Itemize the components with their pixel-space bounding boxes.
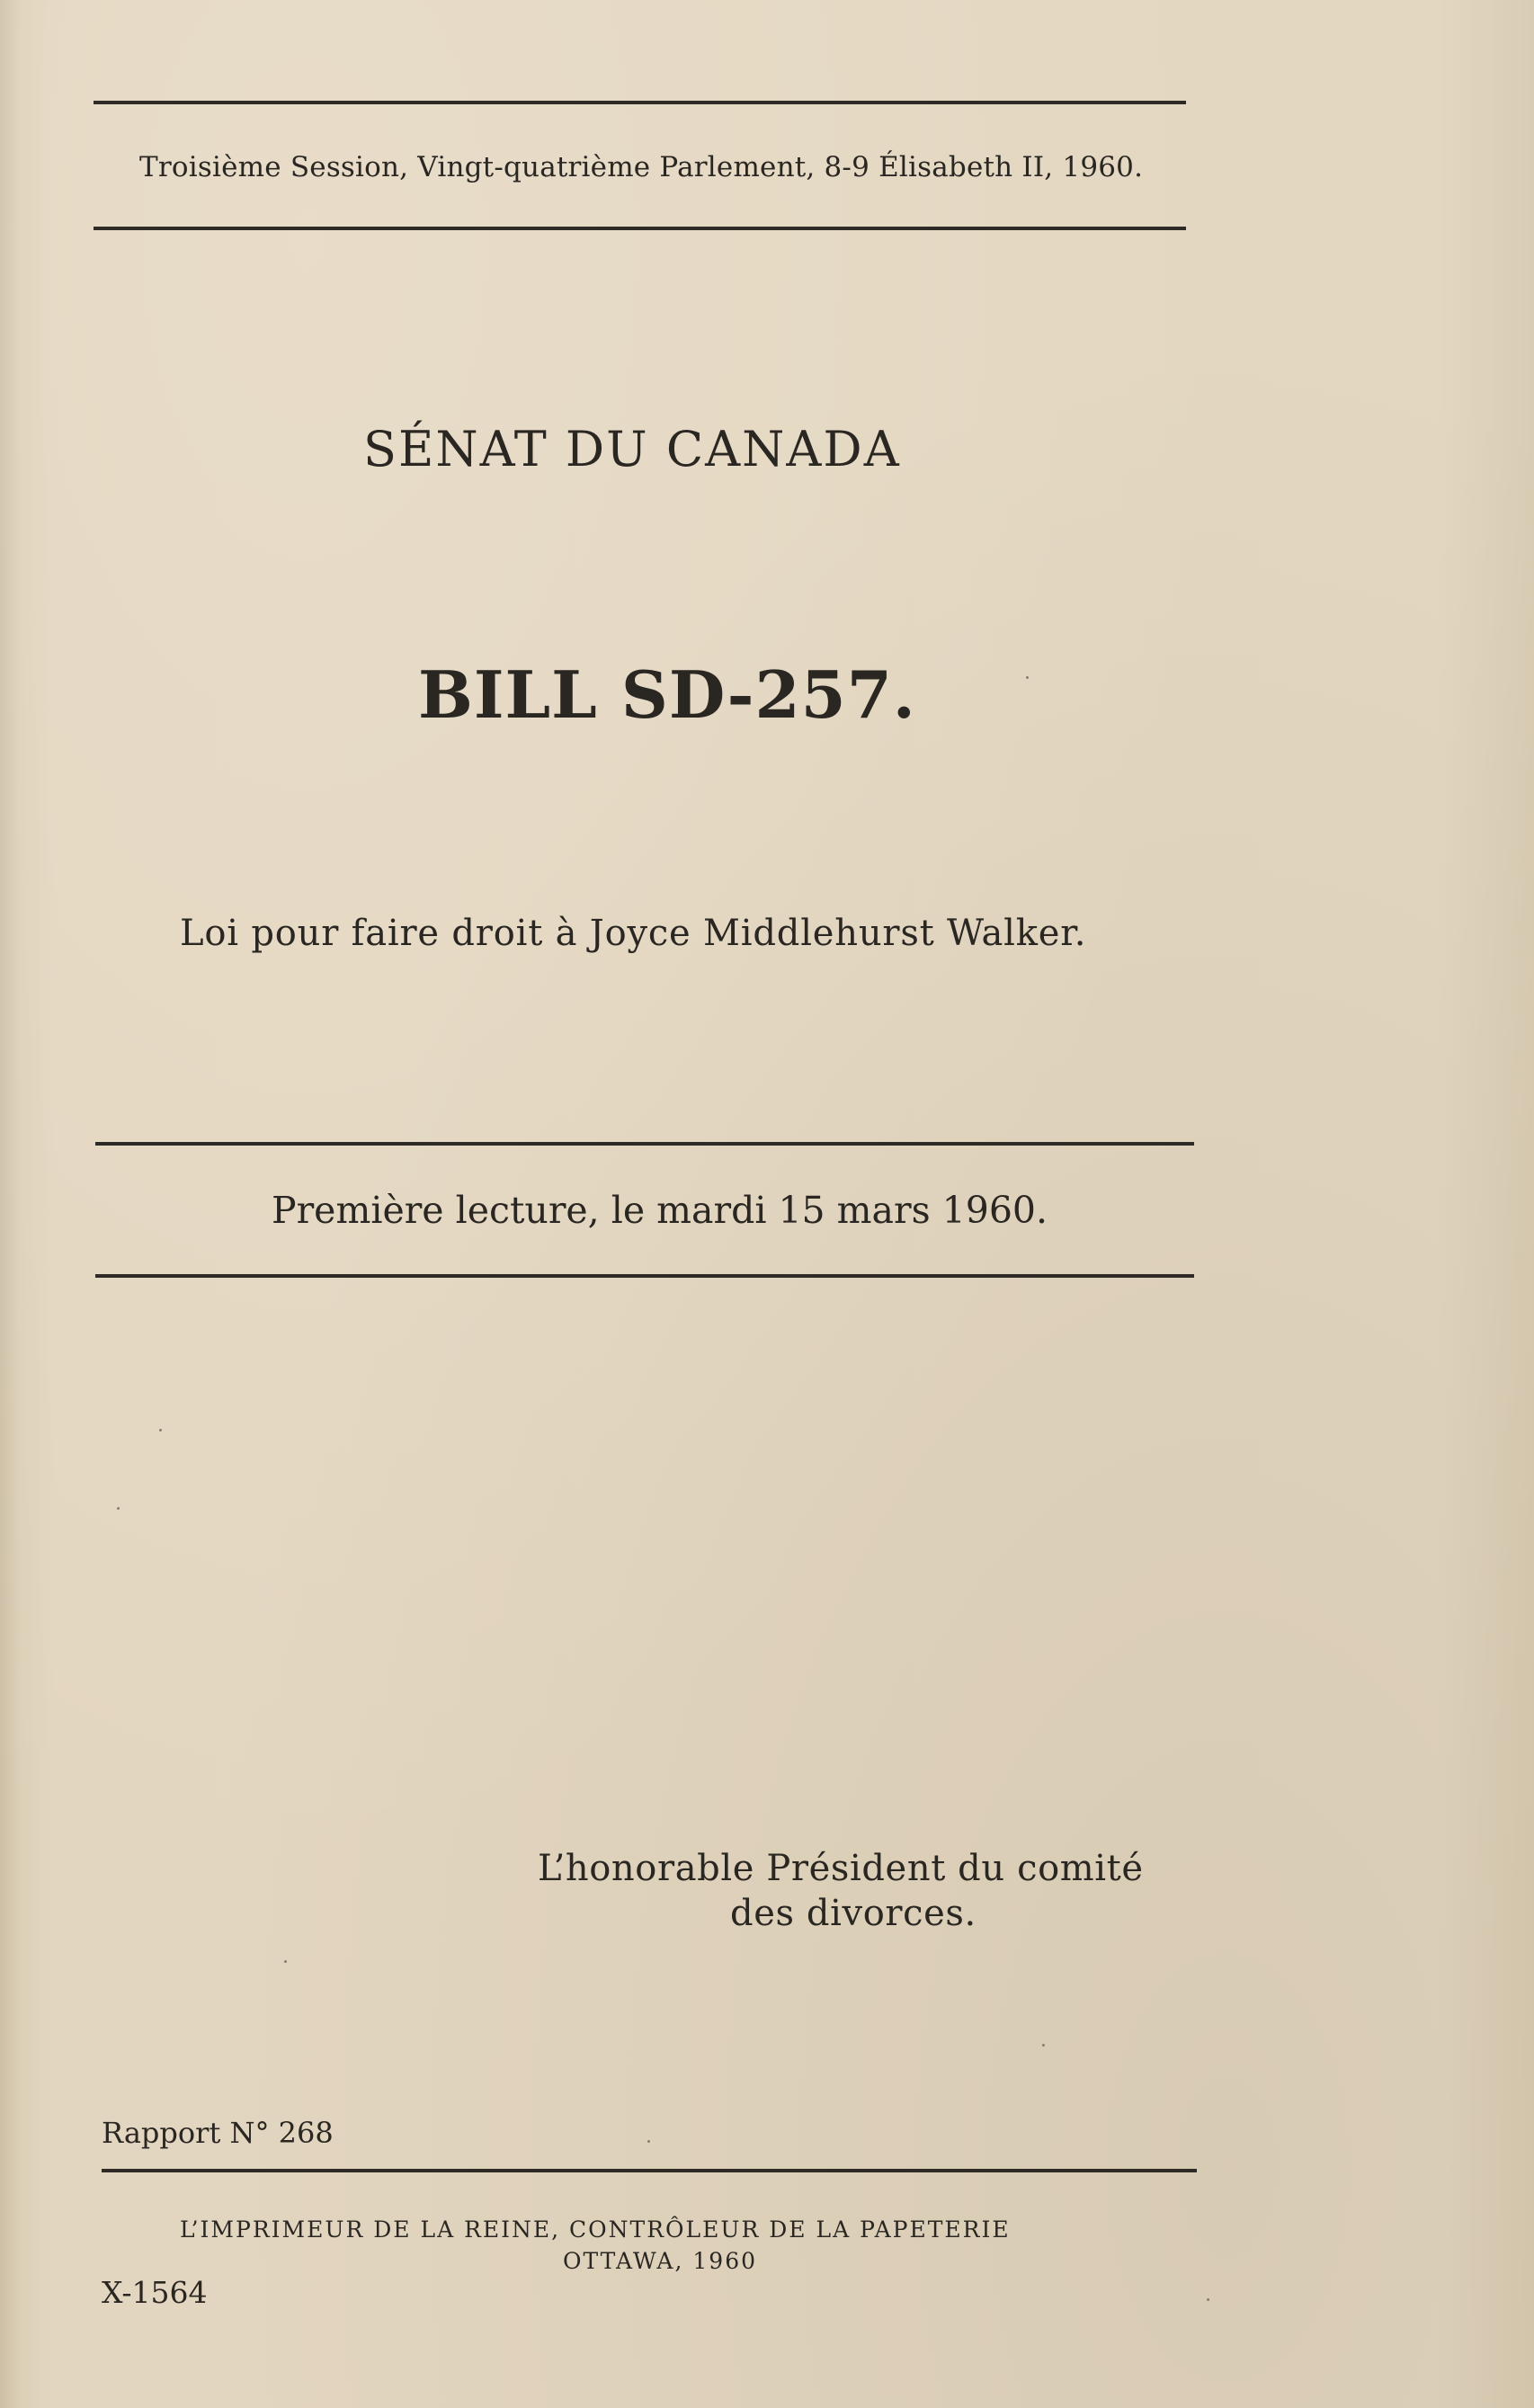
paper-speck [159,1429,162,1431]
paper-speck [284,1960,287,1963]
printer-location: OTTAWA, 1960 [563,2248,758,2274]
reading-rule-upper [95,1142,1194,1146]
paper-speck [117,1507,120,1510]
bill-subject: Loi pour faire droit à Joyce Middlehurst Walker. [180,913,1087,954]
paper-speck [1207,2298,1209,2301]
footer-rule [102,2169,1197,2172]
sponsor-line-1: L’honorable Président du comité [538,1848,1144,1889]
printer-imprint: L’IMPRIMEUR DE LA REINE, CONTRÔLEUR DE LA PAPETERIE [180,2216,1011,2243]
report-number: Rapport N° 268 [102,2116,334,2150]
senate-title: SÉNAT DU CANADA [363,421,901,477]
paper-speck [647,2140,650,2143]
reading-rule-lower [95,1274,1194,1278]
top-rule-upper [94,101,1186,104]
paper-speck [1026,676,1029,679]
paper-speck [1042,2044,1045,2047]
document-code: X-1564 [102,2275,208,2310]
session-header: Troisième Session, Vingt-quatrième Parlement, 8-9 Élisabeth II, 1960. [139,151,1144,183]
top-rule-lower [94,227,1186,230]
sponsor-line-2: des divorces. [730,1893,977,1934]
bill-number: BILL SD-257. [418,656,916,733]
first-reading-date: Première lecture, le mardi 15 mars 1960. [272,1189,1048,1232]
